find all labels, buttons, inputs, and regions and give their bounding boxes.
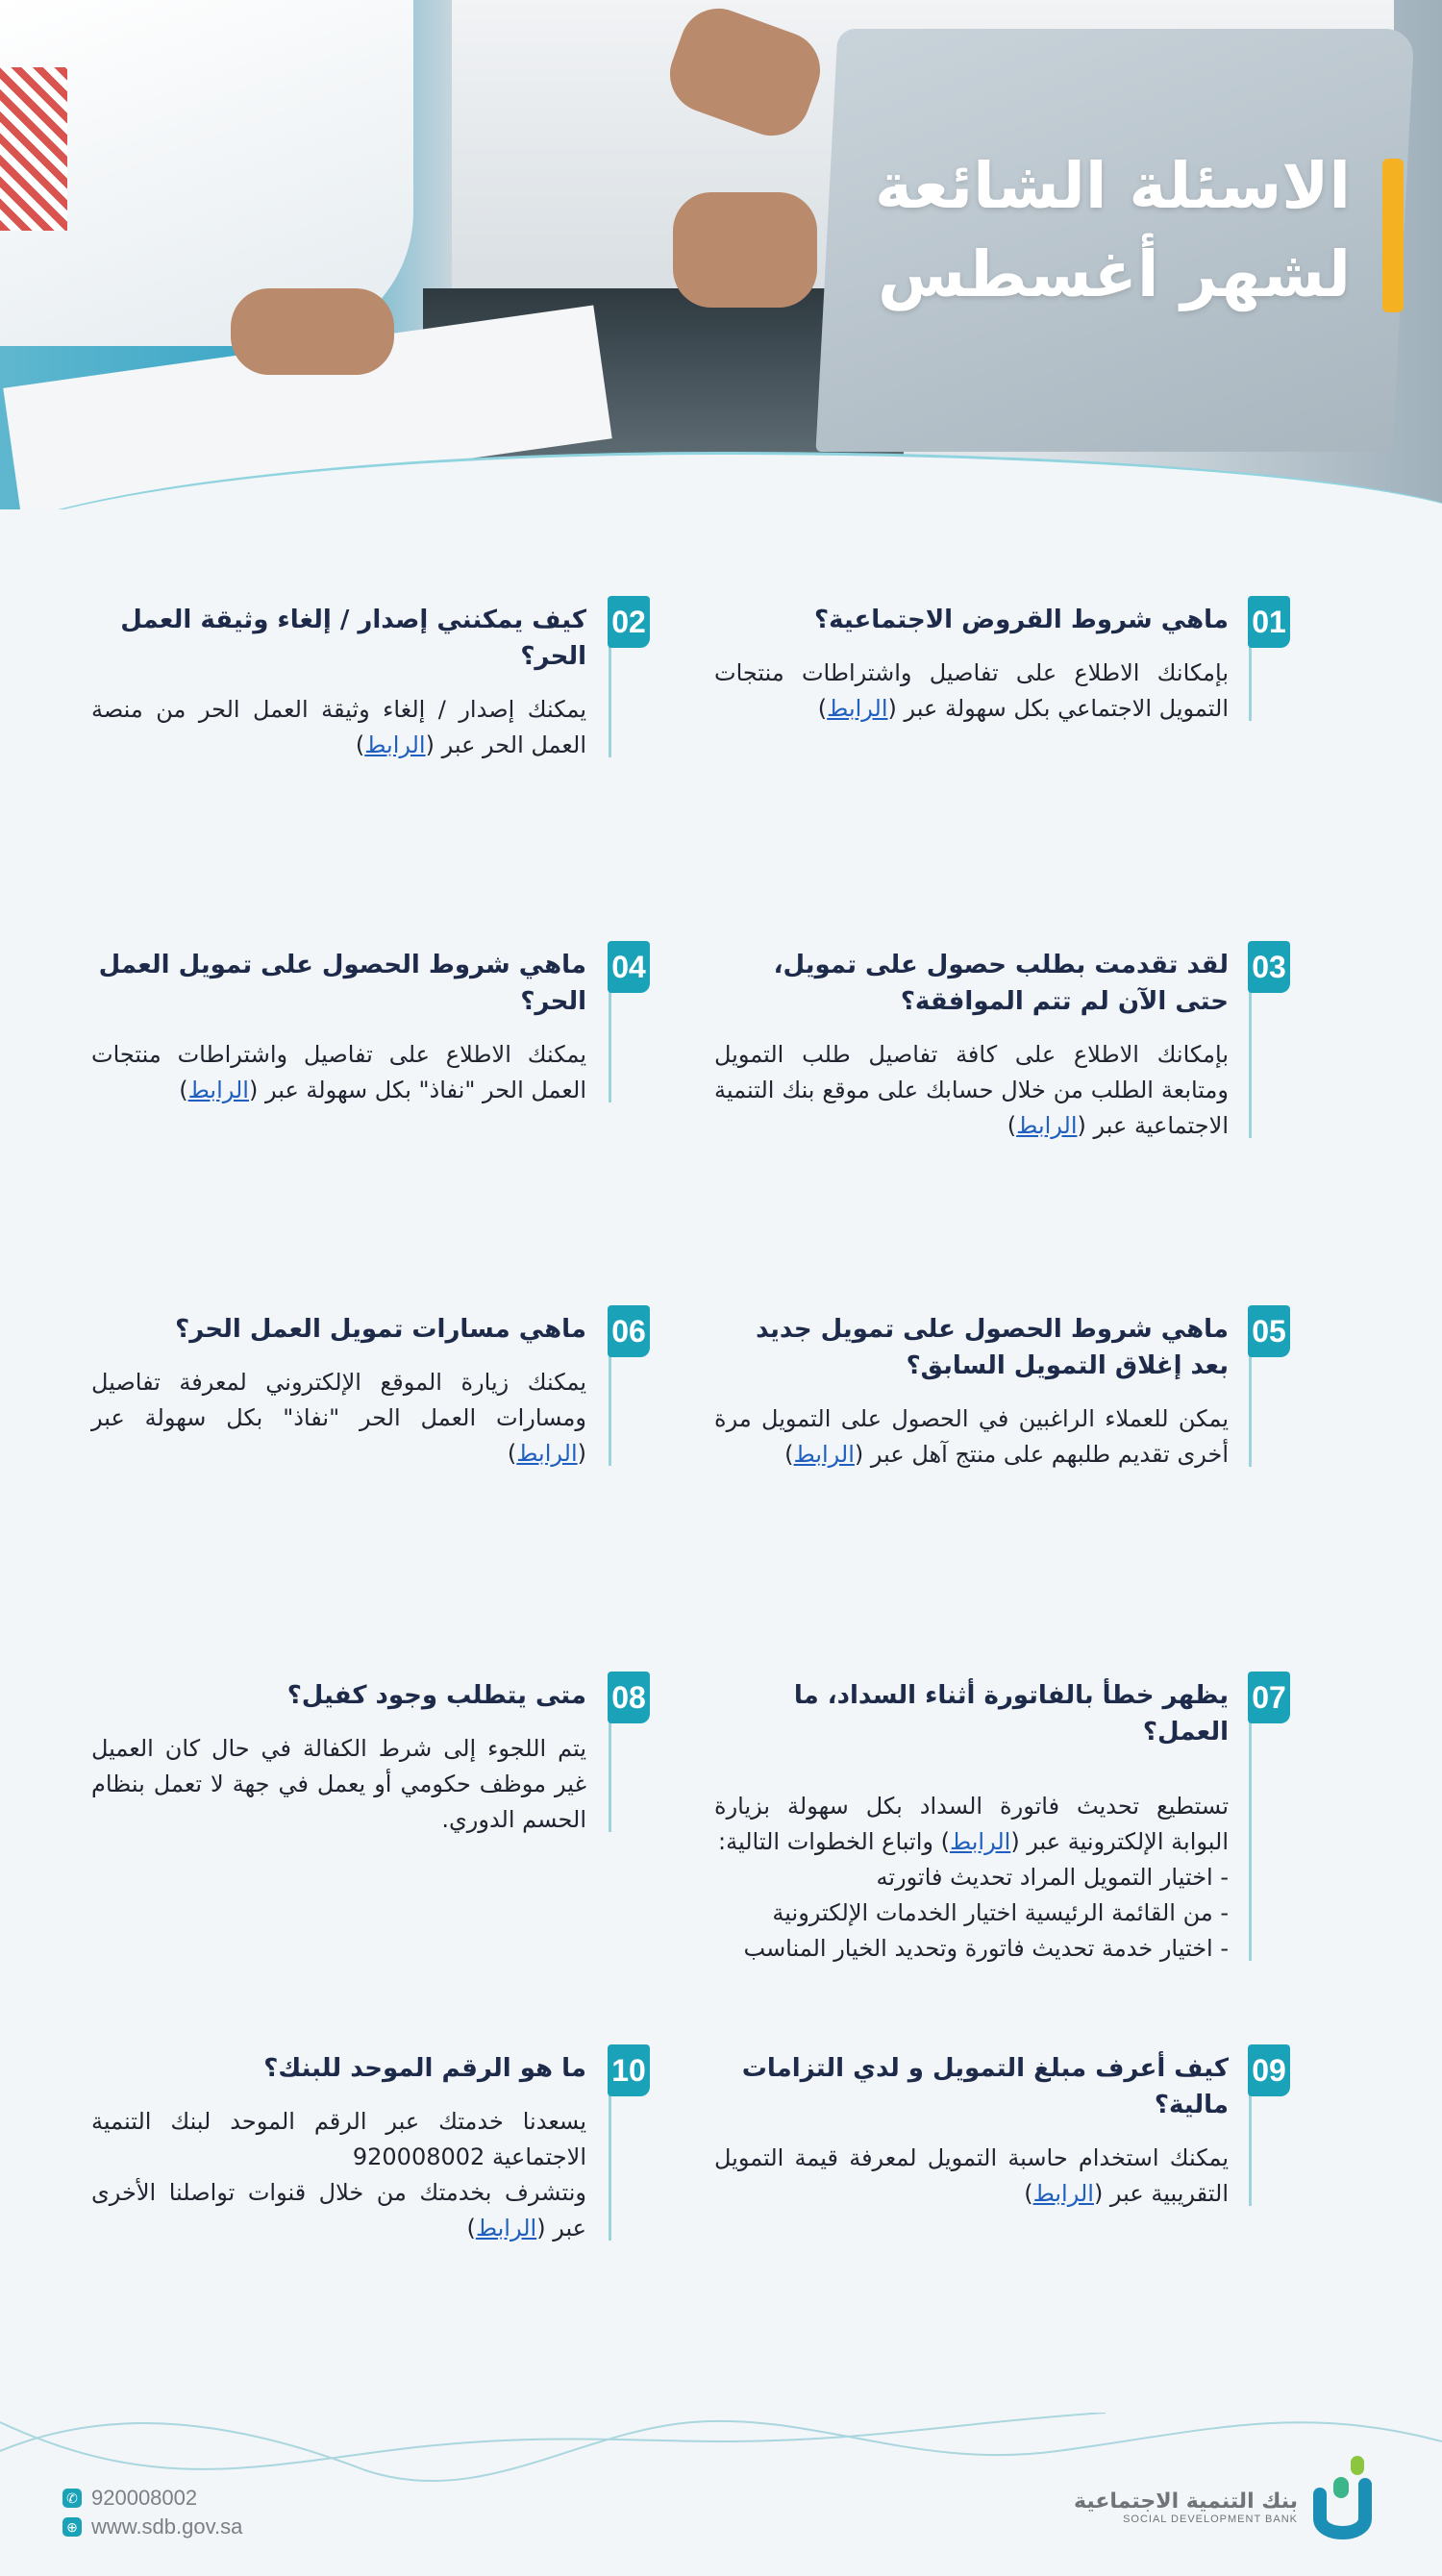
- answer-text-suffix: ): [1007, 1112, 1017, 1139]
- page-title: [875, 142, 1351, 319]
- website-link[interactable]: www.sdb.gov.sa: [91, 2514, 243, 2539]
- answer-text-suffix: ): [1024, 2180, 1033, 2207]
- answer-text: يمكنك إصدار / إلغاء وثيقة العمل الحر من منصة العمل الحر عبر (: [91, 696, 586, 758]
- banner-photo-hand: [231, 288, 394, 375]
- faq-content: [91, 1677, 586, 1838]
- faq-answer: [714, 1789, 1229, 1967]
- step-item: - اختيار خدمة تحديث فاتورة وتحديد الخيار المناسب: [743, 1935, 1229, 1962]
- faq-content: [714, 1311, 1229, 1473]
- answer-text: يتم اللجوء إلى شرط الكفالة في حال كان العميل غير موظف حكومي أو يعمل في جهة لا تعمل بنظام الحسم الدوري.: [91, 1735, 586, 1833]
- faq-link[interactable]: الرابط: [187, 1077, 249, 1103]
- faq-answer: [714, 1037, 1229, 1144]
- faq-question: ماهي مسارات تمويل العمل الحر؟: [175, 1315, 586, 1344]
- faq-answer: [714, 2141, 1229, 2212]
- faq-content: [91, 2050, 586, 2246]
- faq-question: ماهي شروط الحصول على تمويل العمل الحر؟: [98, 951, 586, 1016]
- faq-question: يظهر خطأ بالفاتورة أثناء السداد، ما العمل؟: [793, 1681, 1229, 1746]
- faq-link[interactable]: الرابط: [1032, 2180, 1094, 2207]
- faq-content: [714, 947, 1229, 1144]
- faq-question: ماهي شروط الحصول على تمويل جديد بعد إغلاق التمويل السابق؟: [756, 1315, 1229, 1380]
- bank-logo-icon: [1312, 2456, 1380, 2542]
- faq-number-badge: 10: [608, 2044, 650, 2096]
- answer-text: يمكنك الاطلاع على تفاصيل واشتراطات منتجات العمل الحر "نفاذ" بكل سهولة عبر (: [91, 1041, 586, 1103]
- faq-link[interactable]: الرابط: [364, 731, 426, 758]
- faq-divider-line: [609, 1720, 611, 1832]
- faq-link[interactable]: الرابط: [475, 2215, 537, 2242]
- answer-text-suffix: ) واتباع الخطوات التالية:: [718, 1828, 950, 1855]
- faq-answer: [91, 1365, 586, 1472]
- answer-text: بإمكانك الاطلاع على كافة تفاصيل طلب التمويل ومتابعة الطلب من خلال حسابك على موقع بنك التنمية الاجتماعية عبر (: [714, 1041, 1229, 1139]
- faq-answer: [714, 1401, 1229, 1473]
- answer-text-suffix: ): [466, 2215, 476, 2242]
- faq-divider-line: [1249, 989, 1252, 1138]
- phone-number: 920008002: [91, 2486, 198, 2510]
- faq-question: كيف أعرف مبلغ التمويل و لدي التزامات مالية؟: [741, 2054, 1229, 2119]
- footer-phone: [62, 2486, 197, 2511]
- faq-number-badge: 02: [608, 596, 650, 648]
- faq-content: [91, 1311, 586, 1472]
- faq-content: [714, 602, 1229, 727]
- faq-answer: [91, 1731, 586, 1838]
- faq-link[interactable]: الرابط: [949, 1828, 1011, 1855]
- faq-number-badge: 08: [608, 1672, 650, 1723]
- faq-divider-line: [1249, 1720, 1252, 1961]
- bank-logo-text: [1019, 2489, 1298, 2525]
- banner-photo-scarf: [0, 67, 67, 231]
- bank-name-en: SOCIAL DEVELOPMENT BANK: [1123, 2514, 1298, 2525]
- faq-divider-line: [1249, 1353, 1252, 1467]
- faq-number-badge: 07: [1248, 1672, 1290, 1723]
- faq-number-badge: 03: [1248, 941, 1290, 993]
- faq-number-badge: 09: [1248, 2044, 1290, 2096]
- answer-text-suffix: ): [507, 1440, 517, 1467]
- answer-text: يمكن للعملاء الراغبين في الحصول على التمويل مرة أخرى تقديم طلبهم على منتج آهل عبر (: [714, 1405, 1229, 1468]
- faq-link[interactable]: الرابط: [793, 1441, 855, 1468]
- faq-divider-line: [609, 644, 611, 757]
- faq-divider-line: [1249, 644, 1252, 721]
- step-item: - من القائمة الرئيسية اختيار الخدمات الإلكترونية: [772, 1899, 1229, 1926]
- faq-question: ما هو الرقم الموحد للبنك؟: [263, 2054, 586, 2083]
- faq-answer: [91, 2104, 586, 2246]
- faq-question: كيف يمكنني إصدار / إلغاء وثيقة العمل الحر؟: [120, 606, 586, 671]
- faq-divider-line: [609, 989, 611, 1102]
- answer-text-suffix: ): [355, 731, 365, 758]
- faq-divider-line: [609, 2093, 611, 2241]
- faq-content: [714, 2050, 1229, 2212]
- faq-number-badge: 04: [608, 941, 650, 993]
- bank-name-ar: بنك التنمية الاجتماعية: [1074, 2489, 1298, 2514]
- answer-text: يمكنك زيارة الموقع الإلكتروني لمعرفة تفاصيل ومسارات العمل الحر "نفاذ" بكل سهولة عبر (: [91, 1369, 586, 1467]
- faq-question: لقد تقدمت بطلب حصول على تمويل، حتى الآن لم تتم الموافقة؟: [773, 951, 1229, 1016]
- answer-text-suffix: ): [817, 695, 828, 722]
- answer-text: تستطيع تحديث فاتورة السداد بكل سهولة بزيارة البوابة الإلكترونية عبر (: [714, 1793, 1229, 1855]
- footer-waves: [0, 2413, 1442, 2499]
- steps-list: [714, 1860, 1229, 1967]
- answer-text: يمكنك استخدام حاسبة التمويل لمعرفة قيمة التمويل التقريبية عبر (: [714, 2144, 1229, 2207]
- faq-number-badge: 01: [1248, 596, 1290, 648]
- faq-answer: [91, 1037, 586, 1108]
- faq-link[interactable]: الرابط: [827, 695, 888, 722]
- faq-divider-line: [1249, 2093, 1252, 2206]
- faq-content: [714, 1677, 1229, 1967]
- title-line-1: الاسئلة الشائعة: [875, 149, 1351, 223]
- faq-question: ماهي شروط القروض الاجتماعية؟: [814, 606, 1229, 634]
- title-line-2: لشهر أغسطس: [877, 237, 1351, 311]
- step-item: - اختيار التمويل المراد تحديث فاتورته: [876, 1864, 1229, 1891]
- faq-link[interactable]: الرابط: [516, 1440, 578, 1467]
- faq-content: [91, 602, 586, 763]
- faq-number-badge: 05: [1248, 1305, 1290, 1357]
- answer-text-suffix: ): [179, 1077, 188, 1103]
- title-accent-bar: [1382, 159, 1404, 312]
- faq-question: متى يتطلب وجود كفيل؟: [286, 1681, 586, 1710]
- faq-answer: [714, 656, 1229, 727]
- footer-website[interactable]: [62, 2514, 242, 2539]
- answer-text: يسعدنا خدمتك عبر الرقم الموحد لبنك التنمية الاجتماعية 920008002 ونتشرف بخدمتك من خلال قنوات تواصلنا الأخرى عبر (: [91, 2108, 586, 2242]
- phone-icon: ✆: [62, 2489, 82, 2508]
- faq-number-badge: 06: [608, 1305, 650, 1357]
- faq-link[interactable]: الرابط: [1016, 1112, 1078, 1139]
- globe-icon: ⊕: [62, 2517, 82, 2537]
- faq-divider-line: [609, 1353, 611, 1466]
- answer-text: بإمكانك الاطلاع على تفاصيل واشتراطات منتجات التمويل الاجتماعي بكل سهولة عبر (: [714, 659, 1229, 722]
- faq-content: [91, 947, 586, 1108]
- banner-photo-hand: [673, 192, 817, 308]
- faq-answer: [91, 692, 586, 763]
- answer-text-suffix: ): [784, 1441, 794, 1468]
